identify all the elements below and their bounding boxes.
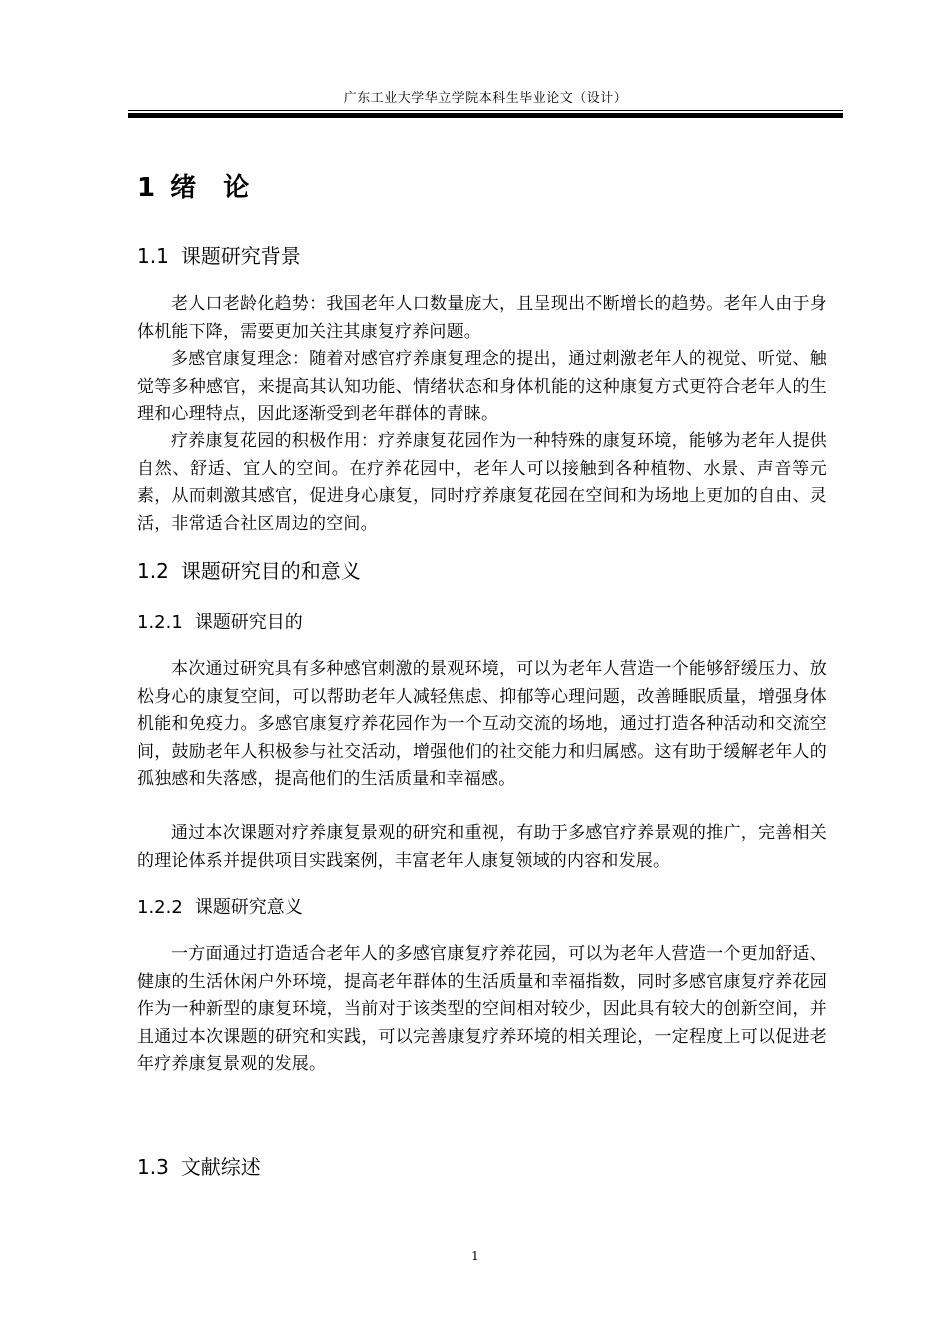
section-number: 1.2.1 (137, 612, 183, 633)
section-title: 课题研究意义 (194, 897, 303, 918)
paragraph-research-promotion: 通过本次课题对疗养康复景观的研究和重视，有助于多感官疗养景观的推广，完善相关的理论体系并提供项目实践案例，丰富老年人康复领域的内容和发展。 (137, 823, 827, 871)
page-number: 1 (471, 1249, 479, 1263)
paragraph-research-significance: 一方面通过打造适合老年人的多感官康复疗养花园，可以为老年人营造一个更加舒适、健康的生活休闲户外环境，提高老年群体的生活质量和幸福指数，同时多感官康复疗养花园作为一种新型的康复环境，当前对于该类型的空间相对较少，因此具有较大的创新空间，并且通过本次课题的研究和实践，可以完善康复疗养环境的相关理论，一定程度上可以促进老年疗养康复景观的发展。 (137, 944, 827, 1074)
section-number: 1.2 (137, 559, 169, 583)
header-rule-thick (128, 113, 843, 118)
paragraph-garden-role: 疗养康复花园的积极作用：疗养康复花园作为一种特殊的康复环境，能够为老年人提供自然、舒适、宜人的空间。在疗养花园中，老年人可以接触到各种植物、水景、声音等元素，从而刺激其感官，促进身心康复，同时疗养康复花园在空间和为场地上更加的自由、灵活，非常适合社区周边的空间。 (137, 431, 827, 534)
section-title: 课题研究背景 (180, 244, 301, 268)
header-rule-thin (128, 110, 843, 111)
section-heading-1-2-1 (137, 610, 303, 636)
section-number: 1.1 (137, 244, 169, 268)
section-number: 1.2.2 (137, 897, 183, 918)
chapter-title: 1 绪 论 (137, 173, 253, 203)
section-heading-1-2 (137, 557, 361, 585)
section-number: 1.3 (137, 1155, 169, 1179)
paragraph-multisensory-concept: 多感官康复理念：随着对感官疗养康复理念的提出，通过刺激老年人的视觉、听觉、触觉等多种感官，来提高其认知功能、情绪状态和身体机能的这种康复方式更符合老年人的生理和心理特点，因此逐渐受到老年群体的青睐。 (137, 349, 827, 424)
section-heading-1-2-2 (137, 895, 303, 921)
section-heading-1-1 (137, 242, 301, 270)
paragraph-aging-trend: 老人口老龄化趋势：我国老年人口数量庞大，且呈现出不断增长的趋势。老年人由于身体机能下降，需要更加关注其康复疗养问题。 (137, 294, 827, 342)
section-heading-1-3 (137, 1153, 261, 1181)
section-title: 课题研究目的和意义 (180, 559, 361, 583)
section-title: 课题研究目的 (194, 612, 303, 633)
running-header: 广东工业大学华立学院本科生毕业论文（设计） (343, 91, 628, 106)
section-title: 文献综述 (180, 1155, 261, 1179)
paragraph-research-purpose: 本次通过研究具有多种感官刺激的景观环境，可以为老年人营造一个能够舒缓压力、放松身心的康复空间，可以帮助老年人减轻焦虑、抑郁等心理问题，改善睡眠质量，增强身体机能和免疫力。多感官康复疗养花园作为一个互动交流的场地，通过打造各种活动和交流空间，鼓励老年人积极参与社交活动，增强他们的社交能力和归属感。这有助于缓解老年人的孤独感和失落感，提高他们的生活质量和幸福感。 (137, 659, 827, 789)
